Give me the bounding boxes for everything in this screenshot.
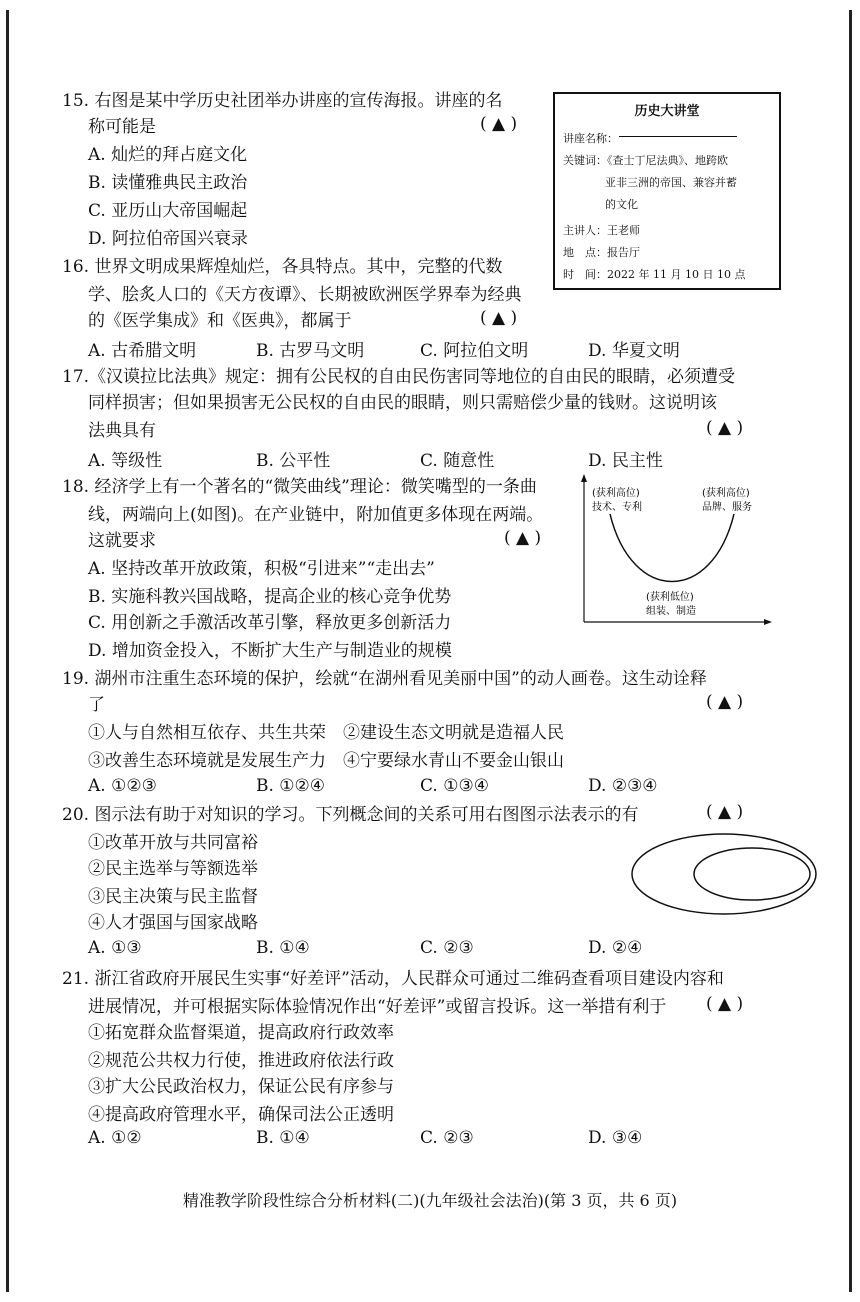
- option-b: B. 古罗马文明: [256, 341, 365, 361]
- right-sub-label: 品牌、服务: [702, 502, 752, 513]
- option-d: D. 阿拉伯帝国兴衰录: [88, 229, 248, 249]
- option-c: C. 亚历山大帝国崛起: [88, 201, 248, 221]
- statement-2: ②民主选举与等额选举: [88, 859, 258, 879]
- poster-place: 地 点：报告厅: [563, 246, 640, 259]
- option-c: C. ①③④: [420, 776, 489, 796]
- statement-4: ④人才强国与国家战略: [88, 913, 258, 933]
- option-d: D. ②③④: [588, 776, 658, 796]
- inner-ellipse: [694, 848, 810, 900]
- question-15-line-1: 15. 右图是某中学历史社团举办讲座的宣传海报。讲座的名: [62, 91, 503, 111]
- option-c: C. 用创新之手激活改革引擎，释放更多创新活力: [88, 613, 452, 633]
- question-21-line-1: 21. 浙江省政府开展民生实事“好差评”活动，人民群众可通过二维码查看项目建设内容和: [62, 969, 724, 989]
- y-axis-arrow: [581, 474, 587, 482]
- answer-mark: ( ▲ ): [706, 994, 744, 1014]
- answer-mark: ( ▲ ): [706, 418, 744, 438]
- bottom-top-label: (获利低位): [646, 592, 694, 603]
- option-a: A. 古希腊文明: [88, 341, 197, 361]
- option-d: D. ②④: [588, 938, 643, 958]
- option-b: B. 实施科教兴国战略，提高企业的核心竞争优势: [88, 587, 452, 607]
- bottom-sub-label: 组装、制造: [646, 606, 696, 617]
- question-18-line-3: 这就要求: [88, 531, 156, 551]
- answer-mark: ( ▲ ): [480, 308, 518, 328]
- smile-curve: [610, 514, 734, 582]
- question-18-line-2: 线，两端向上(如图)。在产业链中，附加值更多体现在两端。: [88, 505, 544, 525]
- lecture-poster: [553, 92, 781, 290]
- question-15-line-2: 称可能是: [88, 117, 156, 137]
- smile-curve-diagram: [572, 474, 772, 630]
- option-b: B. ①④: [256, 1128, 310, 1148]
- option-a: A. ①②: [88, 1128, 142, 1148]
- option-d: D. 华夏文明: [588, 341, 680, 361]
- poster-title: 历史大讲堂: [634, 104, 700, 119]
- poster-keywords-1: 关键词：《查士丁尼法典》、地跨欧: [563, 154, 728, 167]
- statement-3: ③扩大公民政治权力，保证公民有序参与: [88, 1077, 394, 1097]
- option-b: B. 读懂雅典民主政治: [88, 173, 248, 193]
- option-b: B. 公平性: [256, 451, 331, 471]
- statement-1: ①拓宽群众监督渠道，提高政府行政效率: [88, 1023, 394, 1043]
- statement-3: ③民主决策与民主监督: [88, 887, 258, 907]
- option-d: D. 民主性: [588, 451, 663, 471]
- option-b: B. ①④: [256, 938, 310, 958]
- option-a: A. 等级性: [88, 451, 163, 471]
- question-17-line-1: 17.《汉谟拉比法典》规定：拥有公民权的自由民伤害同等地位的自由民的眼睛，必须遭受: [62, 367, 736, 387]
- poster-name-blank: [619, 136, 737, 137]
- question-19-line-2: 了: [88, 695, 105, 715]
- poster-keywords-2: 亚非三洲的帝国、兼容并蓄: [605, 176, 737, 189]
- right-top-label: (获利高位): [702, 488, 750, 499]
- answer-mark: ( ▲ ): [504, 528, 542, 548]
- page-footer: 精准教学阶段性综合分析材料(二)(九年级社会法治)(第 3 页，共 6 页): [182, 1191, 678, 1210]
- statement-1: ①改革开放与共同富裕: [88, 833, 258, 853]
- statement-line-1: ①人与自然相互依存、共生共荣 ②建设生态文明就是造福人民: [88, 723, 564, 743]
- question-16-line-3: 的《医学集成》和《医典》，都属于: [88, 311, 352, 331]
- poster-keywords-3: 的文化: [605, 198, 638, 211]
- option-a: A. 坚持改革开放政策，积极“引进来”“走出去”: [88, 559, 435, 579]
- poster-speaker: 主讲人：王老师: [563, 224, 640, 237]
- answer-mark: ( ▲ ): [480, 114, 518, 134]
- answer-mark: ( ▲ ): [706, 802, 744, 822]
- option-a: A. ①②③: [88, 776, 157, 796]
- option-d: D. 增加资金投入，不断扩大生产与制造业的规模: [88, 641, 452, 661]
- question-17-line-3: 法典具有: [88, 421, 156, 441]
- question-16-line-2: 学、脍炙人口的《天方夜谭》、长期被欧洲医学界奉为经典: [88, 285, 522, 305]
- outer-ellipse: [632, 834, 816, 914]
- x-axis-arrow: [764, 619, 772, 625]
- option-a: A. 灿烂的拜占庭文化: [88, 145, 248, 165]
- question-16-line-1: 16. 世界文明成果辉煌灿烂，各具特点。其中，完整的代数: [62, 257, 503, 277]
- poster-name-label: 讲座名称：: [563, 132, 618, 145]
- option-d: D. ③④: [588, 1128, 643, 1148]
- poster-time: 时 间：2022 年 11 月 10 日 10 点: [563, 268, 746, 281]
- question-20-line-1: 20. 图示法有助于对知识的学习。下列概念间的关系可用右图图示法表示的有: [62, 805, 639, 825]
- statement-4: ④提高政府管理水平，确保司法公正透明: [88, 1105, 394, 1125]
- question-18-line-1: 18. 经济学上有一个著名的“微笑曲线”理论：微笑嘴型的一条曲: [62, 477, 537, 497]
- question-21-line-2: 进展情况，并可根据实际体验情况作出“好差评”或留言投诉。这一举措有利于: [88, 997, 667, 1017]
- question-17-line-2: 同样损害；但如果损害无公民权的自由民的眼睛，则只需赔偿少量的钱财。这说明该: [88, 393, 717, 413]
- nested-ellipse-diagram: [626, 830, 826, 920]
- statement-2: ②规范公共权力行使，推进政府依法行政: [88, 1051, 394, 1071]
- option-c: C. 随意性: [420, 451, 495, 471]
- option-c: C. 阿拉伯文明: [420, 341, 529, 361]
- option-b: B. ①②④: [256, 776, 326, 796]
- question-19-line-1: 19. 湖州市注重生态环境的保护，绘就“在湖州看见美丽中国”的动人画卷。这生动诠释: [62, 669, 707, 689]
- option-c: C. ②③: [420, 938, 474, 958]
- answer-mark: ( ▲ ): [706, 692, 744, 712]
- statement-line-2: ③改善生态环境就是发展生产力 ④宁要绿水青山不要金山银山: [88, 751, 564, 771]
- left-sub-label: 技术、专利: [592, 502, 642, 513]
- left-top-label: (获利高位): [592, 488, 640, 499]
- option-c: C. ②③: [420, 1128, 474, 1148]
- option-a: A. ①③: [88, 938, 142, 958]
